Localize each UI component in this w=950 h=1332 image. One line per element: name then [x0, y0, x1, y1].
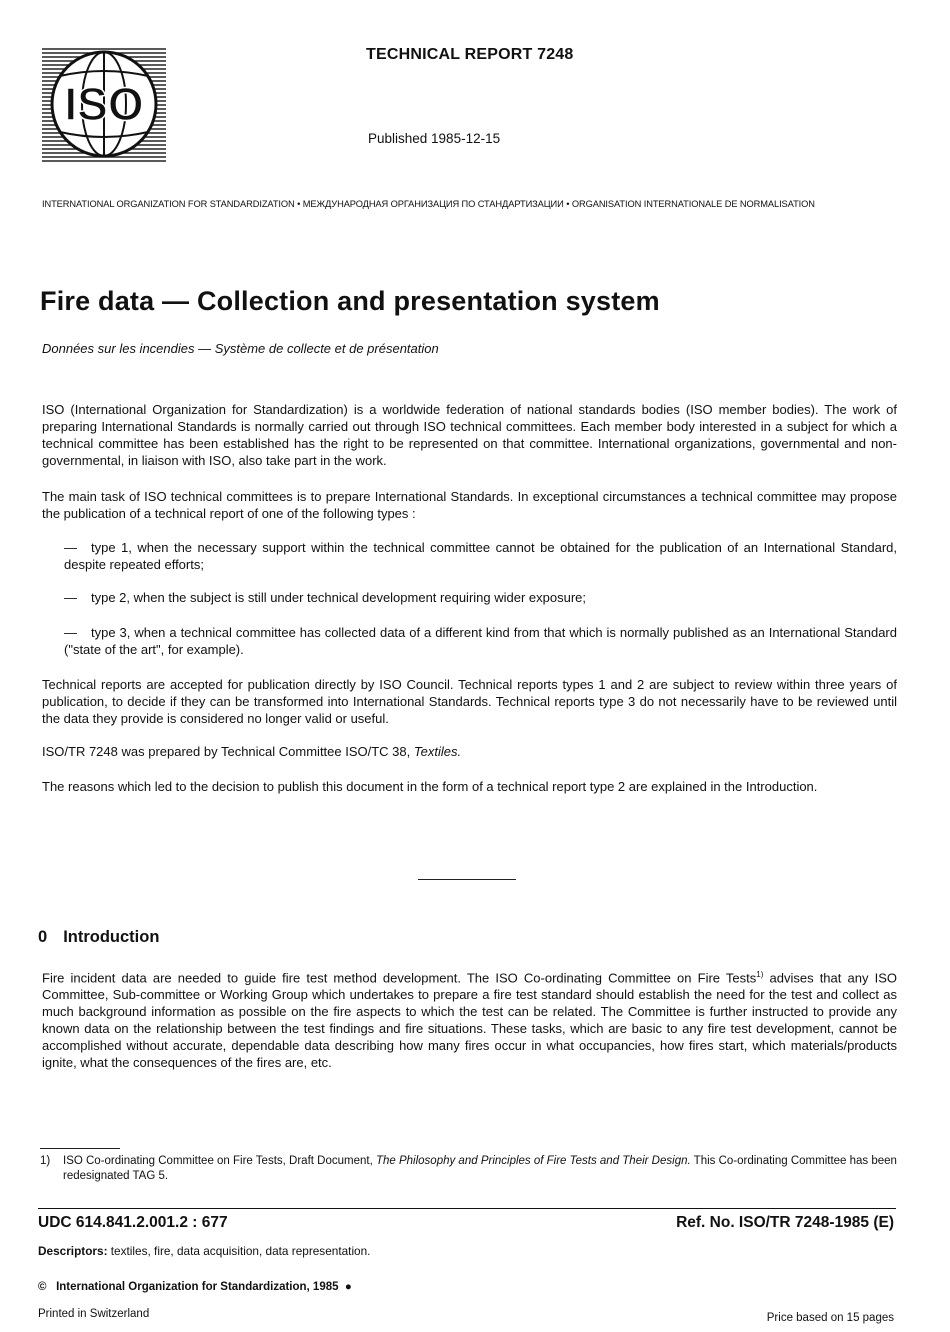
footnote — [40, 1154, 897, 1184]
descriptors-label: Descriptors: — [38, 1244, 108, 1258]
published-date: Published 1985-12-15 — [368, 131, 501, 146]
descriptors-text: textiles, fire, data acquisition, data representation. — [107, 1244, 371, 1258]
list-dash: — — [64, 540, 77, 555]
list-item-text: type 3, when a technical committee has collected data of a different kind from that which is normally published as an International Standard ("state of the art", for example). — [64, 625, 897, 657]
footnote-rule — [40, 1148, 120, 1149]
footnote-text — [63, 1154, 897, 1184]
prepared-by-text: ISO/TR 7248 was prepared by Technical Committee ISO/TC 38, — [42, 744, 414, 759]
list-item — [64, 539, 897, 573]
footer-rule — [38, 1208, 896, 1209]
udc-number: UDC 614.841.2.001.2 : 677 — [38, 1214, 228, 1231]
copyright-line — [38, 1281, 352, 1293]
foreword-paragraph-4 — [42, 743, 897, 760]
footnote-reference: 1) — [756, 970, 764, 979]
foreword-paragraph-3: Technical reports are accepted for publication directly by ISO Council. Technical reports types 1 and 2 are subject to review within three years of publication, to decide if they can be transformed into International Standards. Technical reports type 3 do not necessarily have to be reviewed until the data they provide is considered no longer valid or useful. — [42, 677, 897, 726]
footnote-text-a: ISO Co-ordinating Committee on Fire Tests, Draft Document, — [63, 1155, 376, 1167]
list-item-text: type 1, when the necessary support within the technical committee cannot be obtained for the publication of an International Standard, despite repeated efforts; — [64, 540, 897, 572]
copyright-text: International Organization for Standardization, 1985 — [56, 1281, 339, 1293]
footnote-number: 1) — [40, 1155, 51, 1167]
section-title: Introduction — [63, 928, 160, 946]
list-dash: — — [64, 590, 77, 605]
iso-logo — [42, 46, 166, 164]
foreword-paragraph-5: The reasons which led to the decision to publish this document in the form of a technical report type 2 are explained in the Introduction. — [42, 779, 818, 794]
list-item-text: type 2, when the subject is still under technical development requiring wider exposure; — [91, 590, 586, 605]
subtitle-french: Données sur les incendies — Système de collecte et de présentation — [42, 341, 439, 356]
section-heading-introduction — [38, 928, 159, 947]
report-title: TECHNICAL REPORT 7248 — [366, 46, 574, 63]
introduction-paragraph — [42, 966, 897, 1071]
iso-logo-text: ISO — [64, 78, 144, 130]
copyright-symbol: © — [38, 1281, 47, 1293]
foreword-paragraph-2: The main task of ISO technical committees is to prepare International Standards. In exceptional circumstances a technical committee may propose the publication of a technical report of one of the following types : — [42, 489, 897, 521]
list-item — [64, 624, 897, 658]
section-divider — [418, 879, 516, 880]
intro-text-b: advises that any ISO Committee, Sub-committee or Working Group which undertakes to prepare a fire test standard should establish the need for the test and collect as much background information as possible on the fire aspects to which the test can be related. The Committee is further instructed to provide any known data on the relationship between the test findings and fire situations. These tasks, which are basic to any fire test development, cannot be accomplished without accurate, dependable data describing how many fires occur in what occupancies, how fires start, which materials/products ignite, what the consequences of the fires are, etc. — [42, 970, 897, 1071]
section-number: 0 — [38, 928, 48, 946]
footnote-italic: The Philosophy and Principles of Fire Tests and Their Design. — [375, 1155, 691, 1167]
intro-text-a: Fire incident data are needed to guide fire test method development. The ISO Co-ordinating Committee on Fire Tests — [42, 970, 757, 986]
price-note: Price based on 15 pages — [766, 1312, 894, 1324]
descriptors — [38, 1244, 370, 1258]
page-title: Fire data — Collection and presentation system — [40, 286, 660, 316]
foreword-paragraph-1: ISO (International Organization for Standardization) is a worldwide federation of national standards bodies (ISO member bodies). The work of preparing International Standards is normally carried out through ISO technical committees. Each member body interested in a subject for which a technical committee has been established has the right to be represented on that committee. International organizations, governmental and non-governmental, in liaison with ISO, also take part in the work. — [42, 402, 897, 468]
printed-in: Printed in Switzerland — [38, 1308, 150, 1320]
committee-name: Textiles. — [413, 744, 462, 759]
organization-line: INTERNATIONAL ORGANIZATION FOR STANDARDIZATION • МЕЖДУНАРОДНАЯ ОРГАНИЗАЦИЯ ПО СТАНДАРТИЗАЦИИ • ORGANISATION INTERNATIONALE DE NORMALISATION — [42, 199, 815, 209]
footnote-text-b: This Co-ordinating Committee has been redesignated TAG 5. — [63, 1155, 897, 1182]
list-item — [64, 589, 897, 606]
list-dash: — — [64, 625, 77, 640]
bullet-icon: ● — [344, 1281, 352, 1293]
reference-number: Ref. No. ISO/TR 7248-1985 (E) — [676, 1214, 894, 1231]
